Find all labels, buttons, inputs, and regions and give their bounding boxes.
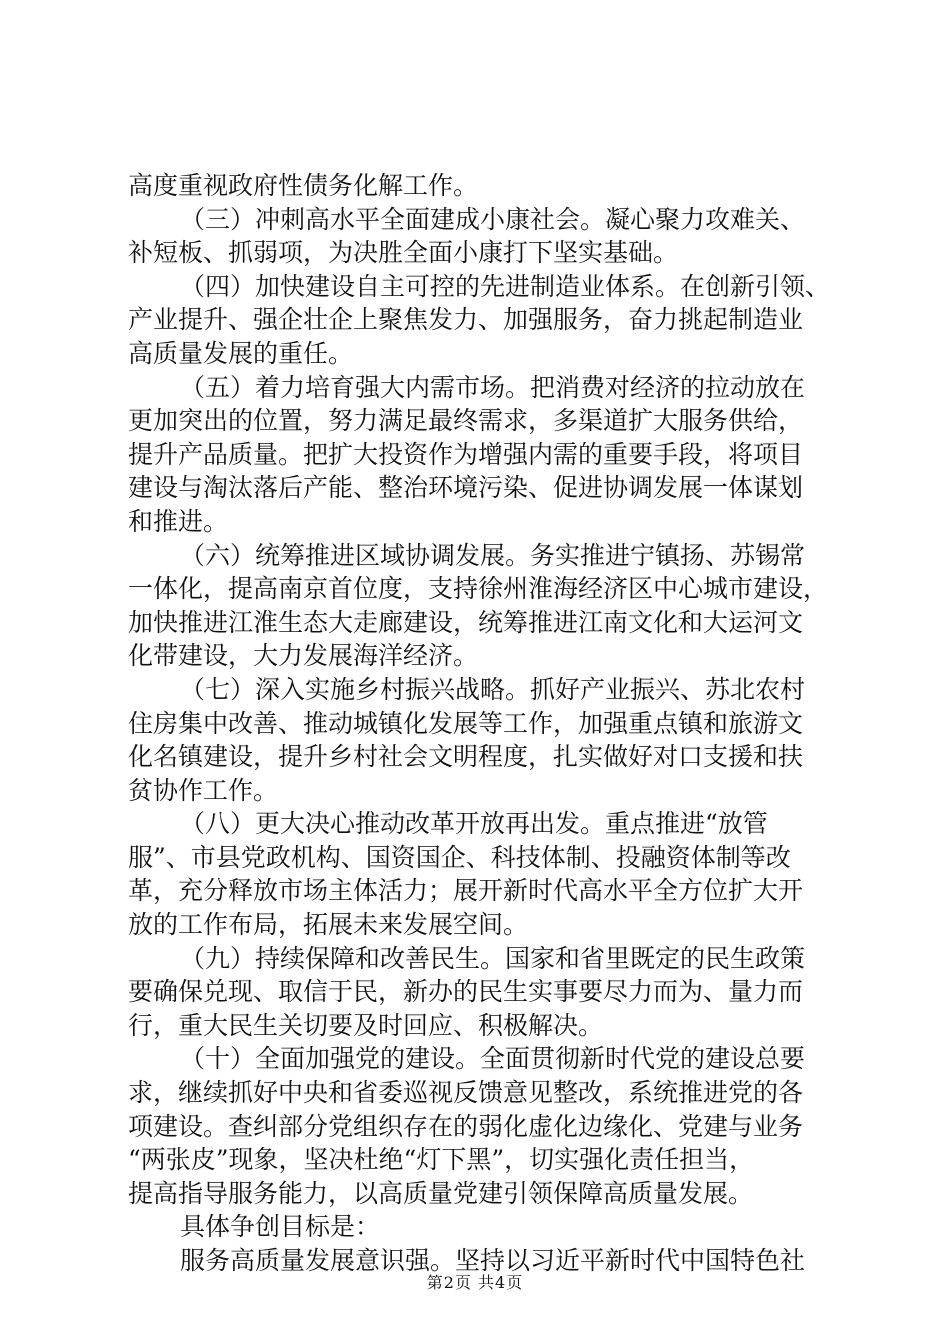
text-line: （三）冲刺高水平全面建成小康社会。凝心聚力攻难关、 bbox=[180, 204, 806, 234]
text-line: 贫协作工作。 bbox=[128, 775, 279, 805]
text-line: 提高指导服务能力，以高质量党建引领保障高质量发展。 bbox=[128, 1178, 754, 1208]
text-line: （六）统筹推进区域协调发展。务实推进宁镇扬、苏锡常 bbox=[180, 540, 806, 570]
text-line: 和推进。 bbox=[128, 506, 229, 536]
text-line: 住房集中改善、推动城镇化发展等工作，加强重点镇和旅游文 bbox=[128, 708, 804, 738]
text-line: “两张皮”现象，坚决杜绝“灯下黑”，切实强化责任担当， bbox=[128, 1145, 755, 1175]
text-line: 补短板、抓弱项，为决胜全面小康打下坚实基础。 bbox=[128, 238, 679, 268]
text-line: 化带建设，大力发展海洋经济。 bbox=[128, 641, 479, 671]
text-line: 革，充分释放市场主体活力；展开新时代高水平全方位扩大开 bbox=[128, 876, 804, 906]
text-line: （九）持续保障和改善民生。国家和省里既定的民生政策 bbox=[180, 943, 806, 973]
text-line: 加快推进江淮生态大走廊建设，统筹推进江南文化和大运河文 bbox=[128, 607, 804, 637]
text-line: 行，重大民生关切要及时回应、积极解决。 bbox=[128, 1010, 604, 1040]
text-line: 提升产品质量。把扩大投资作为增强内需的重要手段，将项目 bbox=[128, 439, 804, 469]
text-line: 项建设。查纠部分党组织存在的弱化虚化边缘化、党建与业务 bbox=[128, 1111, 804, 1141]
text-line: 更加突出的位置，努力满足最终需求，多渠道扩大服务供给， bbox=[128, 406, 804, 436]
text-line: （八）更大决心推动改革开放再出发。重点推进“放管 bbox=[180, 809, 768, 839]
text-line: 产业提升、强企壮企上聚焦发力、加强服务，奋力挑起制造业 bbox=[128, 305, 804, 335]
text-line: 要确保兑现、取信于民，新办的民生实事要尽力而为、量力而 bbox=[128, 977, 804, 1007]
text-line: 服务高质量发展意识强。坚持以习近平新时代中国特色社 bbox=[180, 1246, 806, 1275]
page-number-footer: 第2页 共4页 bbox=[426, 1273, 524, 1292]
text-line: 具体争创目标是： bbox=[180, 1212, 381, 1242]
text-line: 建设与淘汰落后产能、整治环境污染、促进协调发展一体谋划 bbox=[128, 473, 804, 503]
document-body bbox=[128, 169, 832, 1278]
text-line: （四）加快建设自主可控的先进制造业体系。在创新引领、 bbox=[180, 271, 831, 301]
text-line: 一体化，提高南京首位度，支持徐州淮海经济区中心城市建设， bbox=[128, 574, 829, 604]
text-line: 高度重视政府性债务化解工作。 bbox=[128, 171, 479, 200]
text-line: （十）全面加强党的建设。全面贯彻新时代党的建设总要 bbox=[180, 1044, 806, 1074]
text-line: 高质量发展的重任。 bbox=[128, 338, 354, 368]
text-line: 服”、市县党政机构、国资国企、科技体制、投融资体制等改 bbox=[128, 842, 791, 872]
text-line: 化名镇建设，提升乡村社会文明程度，扎实做好对口支援和扶 bbox=[128, 742, 804, 772]
text-line: （七）深入实施乡村振兴战略。抓好产业振兴、苏北农村 bbox=[180, 674, 806, 704]
text-line: （五）着力培育强大内需市场。把消费对经济的拉动放在 bbox=[180, 372, 806, 402]
text-line: 求，继续抓好中央和省委巡视反馈意见整改，系统推进党的各 bbox=[128, 1078, 804, 1108]
text-line: 放的工作布局，拓展未来发展空间。 bbox=[128, 910, 529, 940]
